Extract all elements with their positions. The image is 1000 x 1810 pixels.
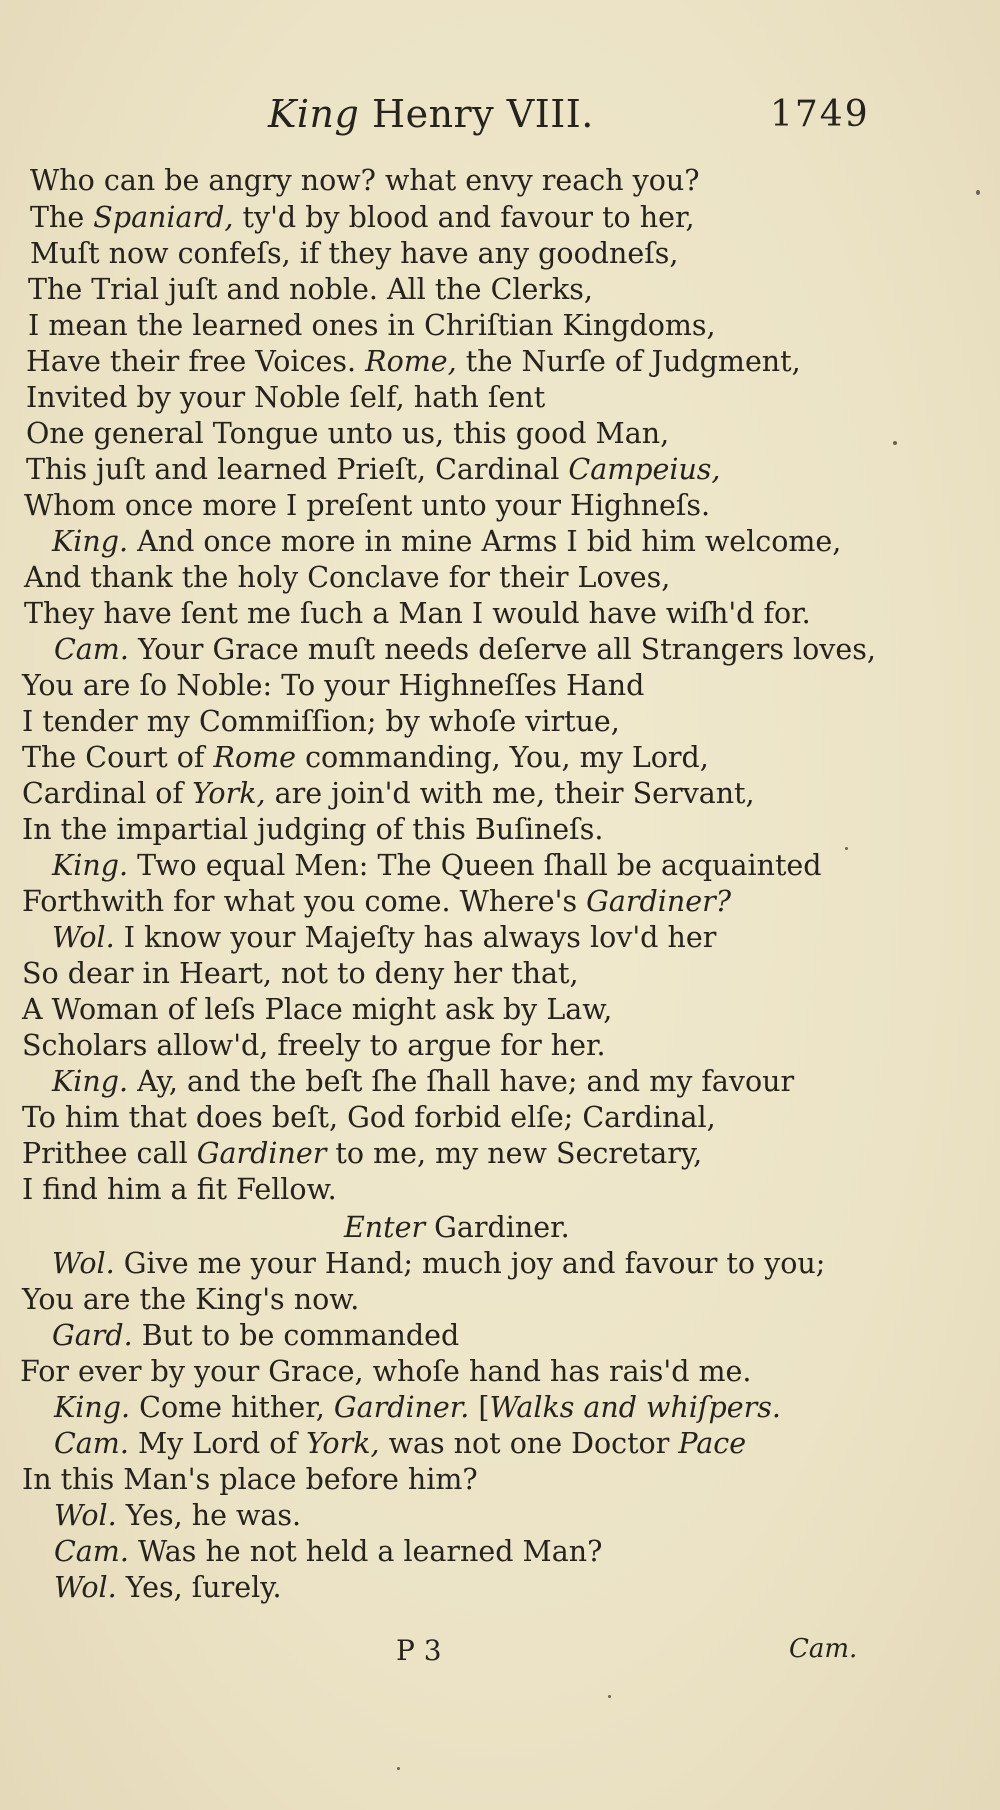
running-title xyxy=(268,92,594,136)
italic-text: King. xyxy=(52,849,129,882)
roman-text: I tender my Commiſſion; by whoſe virtue, xyxy=(22,705,620,738)
catchword: Cam. xyxy=(789,1634,858,1664)
italic-text: Campeius, xyxy=(568,453,721,486)
roman-text: I mean the learned ones in Chriſtian Kingdoms, xyxy=(28,309,716,342)
roman-text: Prithee call xyxy=(22,1137,197,1170)
text-line xyxy=(52,1063,794,1100)
text-line xyxy=(54,1425,746,1462)
italic-text: King. xyxy=(54,1391,131,1424)
roman-text: I know your Majeſty has always lov'd her xyxy=(114,921,717,954)
text-line xyxy=(52,919,716,956)
roman-text: to me, my new Secretary, xyxy=(326,1137,703,1170)
text-line xyxy=(54,1497,301,1534)
text-line xyxy=(54,1569,282,1606)
roman-text: Two equal Men: The Queen ſhall be acquainted xyxy=(128,849,822,882)
italic-text: Wol. xyxy=(54,1499,117,1532)
text-line xyxy=(22,955,579,992)
text-line xyxy=(54,1389,781,1426)
ink-speck xyxy=(976,190,980,195)
italic-text: King. xyxy=(52,525,129,558)
ink-speck xyxy=(397,1767,400,1770)
text-line xyxy=(28,271,593,308)
roman-text: For ever by your Grace, whoſe hand has rais'd me. xyxy=(20,1355,752,1388)
roman-text: And once more in mine Arms I bid him welcome, xyxy=(128,525,842,558)
roman-text: This juſt and learned Prieſt, Cardinal xyxy=(26,453,569,486)
text-line xyxy=(54,1533,602,1570)
italic-text: Cam. xyxy=(54,1427,129,1460)
roman-text: Was he not held a learned Man? xyxy=(128,1535,603,1568)
roman-text: was not one Doctor xyxy=(379,1427,679,1460)
text-line xyxy=(22,1027,606,1064)
text-line xyxy=(20,1353,751,1390)
roman-text: My Lord of xyxy=(128,1427,307,1460)
text-line xyxy=(22,703,620,740)
roman-text: In this Man's place before him? xyxy=(22,1463,478,1496)
italic-text: Wol. xyxy=(54,1571,117,1604)
text-line xyxy=(22,1281,359,1318)
text-line xyxy=(26,343,801,380)
roman-text: You are ſo Noble: To your Highneſſes Hand xyxy=(22,669,645,702)
page-number: 1749 xyxy=(770,94,870,135)
roman-text: Your Grace muſt needs deſerve all Strangers loves, xyxy=(128,633,876,666)
ink-speck xyxy=(608,1695,611,1698)
running-head xyxy=(0,92,1000,152)
text-line xyxy=(28,307,716,344)
roman-text: The Court of xyxy=(22,741,214,774)
italic-text: Rome xyxy=(213,741,297,774)
roman-text: Yes, he was. xyxy=(116,1499,302,1532)
italic-text: Rome, xyxy=(365,345,457,378)
text-line xyxy=(26,379,545,416)
italic-text: Pace xyxy=(678,1427,747,1460)
text-line xyxy=(30,235,678,272)
ink-speck xyxy=(845,847,848,850)
roman-text: I find him a fit Fellow. xyxy=(22,1173,337,1206)
text-line xyxy=(22,811,603,848)
text-line xyxy=(52,1245,825,1282)
text-line xyxy=(22,667,644,704)
roman-text: Give me your Hand; much joy and favour to you; xyxy=(114,1247,826,1280)
text-line xyxy=(22,739,709,776)
ink-speck xyxy=(893,441,897,445)
roman-text: Come hither, xyxy=(130,1391,334,1424)
roman-text: [ xyxy=(469,1391,490,1424)
roman-text: the Nurſe of Judgment, xyxy=(456,345,801,378)
italic-text: Spaniard, xyxy=(93,201,234,234)
roman-text: You are the King's now. xyxy=(22,1283,360,1316)
italic-text: Gardiner? xyxy=(586,885,732,918)
italic-text: King. xyxy=(52,1065,129,1098)
running-title-rest: Henry VIII. xyxy=(371,92,594,136)
roman-text: One general Tongue unto us, this good Man, xyxy=(26,417,670,450)
text-line xyxy=(26,451,720,488)
running-title-italic: King xyxy=(268,92,360,136)
italic-text: Cam. xyxy=(54,1535,129,1568)
roman-text: In the impartial judging of this Buſineſs. xyxy=(22,813,604,846)
roman-text: The Trial juſt and noble. All the Clerks, xyxy=(28,273,593,306)
italic-text: Gard. xyxy=(52,1319,133,1352)
roman-text: To him that does beſt, God forbid elſe; Cardinal, xyxy=(22,1101,716,1134)
text-line xyxy=(22,883,731,920)
text-line xyxy=(24,595,811,632)
text-line xyxy=(22,1461,478,1498)
roman-text: So dear in Heart, not to deny her that, xyxy=(22,957,579,990)
italic-text: Gardiner. xyxy=(333,1391,470,1424)
roman-text: Yes, ſurely. xyxy=(116,1571,282,1604)
text-line xyxy=(30,199,695,236)
text-line xyxy=(24,559,670,596)
text-line xyxy=(22,1099,716,1136)
roman-text: But to be commanded xyxy=(132,1319,460,1352)
roman-text: ty'd by blood and favour to her, xyxy=(233,201,695,234)
italic-text: Wol. xyxy=(52,921,115,954)
text-line xyxy=(54,631,876,668)
text-line xyxy=(22,991,612,1028)
italic-text: Wol. xyxy=(52,1247,115,1280)
roman-text: Gardiner. xyxy=(425,1211,570,1244)
roman-text: Have their free Voices. xyxy=(26,345,366,378)
roman-text: Who can be angry now? what envy reach you? xyxy=(30,164,700,197)
roman-text: Ay, and the beſt ſhe ſhall have; and my favour xyxy=(128,1065,795,1098)
roman-text: Cardinal of xyxy=(22,777,193,810)
roman-text: Scholars allow'd, freely to argue for her. xyxy=(22,1029,606,1062)
italic-text: Cam. xyxy=(54,633,129,666)
text-line xyxy=(52,1317,459,1354)
roman-text: The xyxy=(30,201,94,234)
text-line xyxy=(22,1135,702,1172)
roman-text: Whom once more I preſent unto your Highneſs. xyxy=(24,489,711,522)
stage-direction xyxy=(344,1209,570,1246)
italic-text: York, xyxy=(192,777,266,810)
text-line xyxy=(22,775,755,812)
signature-mark: P 3 xyxy=(396,1634,442,1667)
roman-text: commanding, You, my Lord, xyxy=(296,741,709,774)
text-line xyxy=(22,1171,337,1208)
italic-text: York, xyxy=(306,1427,380,1460)
italic-text: Walks and whiſpers. xyxy=(489,1391,781,1424)
roman-text: A Woman of leſs Place might ask by Law, xyxy=(22,993,613,1026)
roman-text: And thank the holy Conclave for their Loves, xyxy=(24,561,671,594)
text-line xyxy=(30,162,700,199)
italic-text: Enter xyxy=(344,1211,426,1244)
text-line xyxy=(52,523,841,560)
text-line xyxy=(26,415,669,452)
roman-text: Muſt now confeſs, if they have any goodneſs, xyxy=(30,237,679,270)
roman-text: are join'd with me, their Servant, xyxy=(265,777,755,810)
italic-text: Gardiner xyxy=(196,1137,327,1170)
text-line xyxy=(24,487,710,524)
roman-text: They have ſent me ſuch a Man I would have wiſh'd for. xyxy=(24,597,811,630)
text-line xyxy=(52,847,822,884)
roman-text: Invited by your Noble ſelf, hath ſent xyxy=(26,381,546,414)
roman-text: Forthwith for what you come. Where's xyxy=(22,885,587,918)
